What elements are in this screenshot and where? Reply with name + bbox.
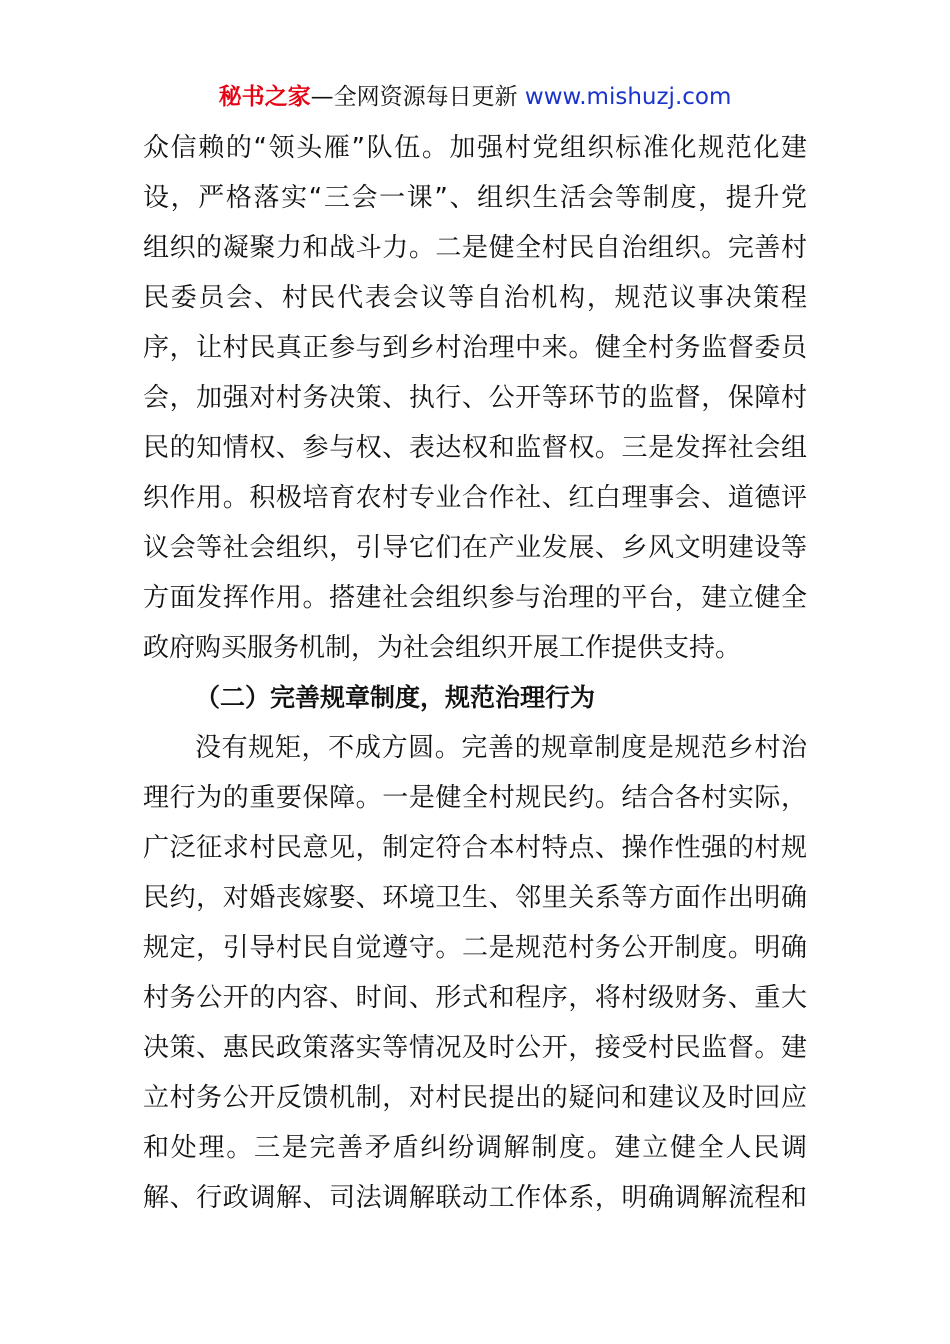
body-line: 广泛征求村民意见，制定符合本村特点、操作性强的村规	[143, 833, 807, 863]
site-header	[0, 80, 950, 114]
body-line: 方面发挥作用。搭建社会组织参与治理的平台，建立健全	[143, 583, 807, 613]
site-url-link[interactable]: www.mishuzj.com	[524, 84, 732, 110]
body-line: 序，让村民真正参与到乡村治理中来。健全村务监督委员	[143, 333, 807, 363]
brand-name: 秘书之家	[218, 84, 311, 110]
body-line: 组织的凝聚力和战斗力。二是健全村民自治组织。完善村	[143, 233, 807, 263]
body-line: 解、行政调解、司法调解联动工作体系，明确调解流程和	[143, 1183, 807, 1213]
body-line: 议会等社会组织，引导它们在产业发展、乡风文明建设等	[143, 533, 807, 563]
body-line: 规定，引导村民自觉遵守。二是规范村务公开制度。明确	[143, 933, 807, 963]
body-line: 设，严格落实“三会一课”、组织生活会等制度，提升党	[143, 183, 807, 213]
body-line: 政府购买服务机制，为社会组织开展工作提供支持。	[143, 633, 742, 663]
header-tagline: —全网资源每日更新	[310, 84, 518, 110]
body-line: 众信赖的“领头雁”队伍。加强村党组织标准化规范化建	[143, 133, 807, 163]
body-line: 立村务公开反馈机制，对村民提出的疑问和建议及时回应	[143, 1083, 807, 1113]
body-line: 织作用。积极培育农村专业合作社、红白理事会、道德评	[143, 483, 807, 513]
body-line: 和处理。三是完善矛盾纠纷调解制度。建立健全人民调	[143, 1133, 807, 1163]
body-line: 会，加强对村务决策、执行、公开等环节的监督，保障村	[143, 383, 807, 413]
body-line: 民委员会、村民代表会议等自治机构，规范议事决策程	[143, 283, 807, 313]
body-line: 民约，对婚丧嫁娶、环境卫生、邻里关系等方面作出明确	[143, 883, 807, 913]
body-line: 村务公开的内容、时间、形式和程序，将村级财务、重大	[143, 983, 807, 1013]
section-heading: （二）完善规章制度，规范治理行为	[195, 683, 596, 712]
body-line: 民的知情权、参与权、表达权和监督权。三是发挥社会组	[143, 433, 807, 463]
body-line: 理行为的重要保障。一是健全村规民约。结合各村实际，	[143, 783, 807, 813]
paragraph-first-line: 没有规矩，不成方圆。完善的规章制度是规范乡村治	[195, 733, 807, 763]
body-line: 决策、惠民政策落实等情况及时公开，接受村民监督。建	[143, 1033, 807, 1063]
